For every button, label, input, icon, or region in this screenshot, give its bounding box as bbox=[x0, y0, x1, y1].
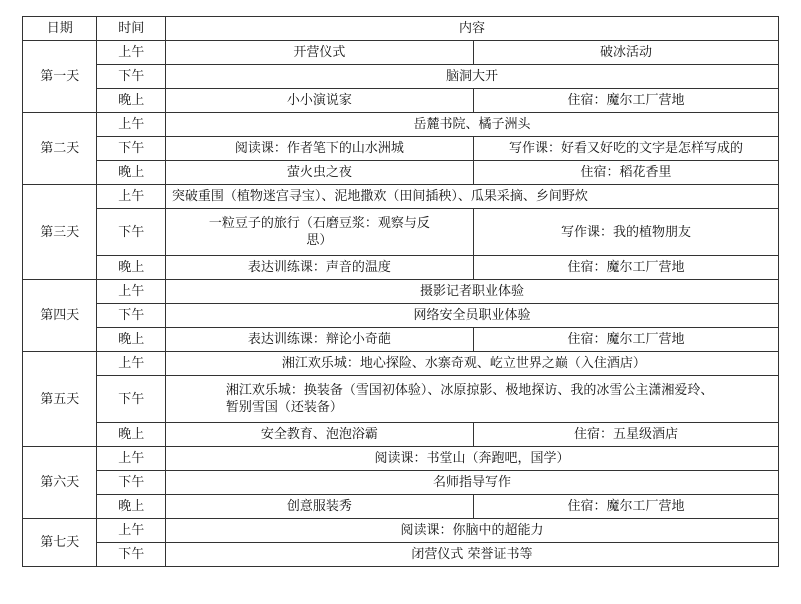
lodging-cell: 住宿：五星级酒店 bbox=[473, 423, 778, 447]
time-label: 上午 bbox=[97, 280, 165, 304]
table-row bbox=[23, 471, 779, 495]
table-row bbox=[23, 328, 779, 352]
activity-cell: 突破重围（植物迷宫寻宝）、泥地撒欢（田间插秧）、瓜果采摘、乡间野炊 bbox=[165, 185, 778, 209]
lodging-cell: 住宿：魔尔工厂营地 bbox=[473, 495, 778, 519]
activity-cell: 萤火虫之夜 bbox=[165, 161, 473, 185]
time-label: 下午 bbox=[97, 209, 165, 256]
time-label: 上午 bbox=[97, 447, 165, 471]
activity-cell: 摄影记者职业体验 bbox=[165, 280, 778, 304]
table-row bbox=[23, 113, 779, 137]
time-label: 下午 bbox=[97, 137, 165, 161]
activity-cell: 创意服装秀 bbox=[165, 495, 473, 519]
day-label: 第七天 bbox=[23, 519, 97, 567]
table-row bbox=[23, 161, 779, 185]
time-label: 上午 bbox=[97, 185, 165, 209]
time-label: 上午 bbox=[97, 519, 165, 543]
time-label: 下午 bbox=[97, 543, 165, 567]
table-row bbox=[23, 423, 779, 447]
time-label: 晚上 bbox=[97, 161, 165, 185]
activity-cell: 闭营仪式 荣誉证书等 bbox=[165, 543, 778, 567]
time-label: 上午 bbox=[97, 113, 165, 137]
activity-cell: 阅读课：作者笔下的山水洲城 bbox=[165, 137, 473, 161]
table-row bbox=[23, 519, 779, 543]
table-row bbox=[23, 495, 779, 519]
table-row bbox=[23, 543, 779, 567]
table-row bbox=[23, 447, 779, 471]
day-label: 第四天 bbox=[23, 280, 97, 352]
time-label: 下午 bbox=[97, 65, 165, 89]
activity-cell: 小小演说家 bbox=[165, 89, 473, 113]
activity-cell: 湘江欢乐城：换装备（雪国初体验）、冰原掠影、极地探访、我的冰雪公主潇湘爱玲、暂别雪国（还装备） bbox=[165, 376, 778, 423]
table-row bbox=[23, 352, 779, 376]
time-label: 下午 bbox=[97, 376, 165, 423]
activity-cell: 阅读课：你脑中的超能力 bbox=[165, 519, 778, 543]
time-label: 晚上 bbox=[97, 89, 165, 113]
day-label: 第三天 bbox=[23, 185, 97, 280]
time-label: 上午 bbox=[97, 41, 165, 65]
activity-cell: 名师指导写作 bbox=[165, 471, 778, 495]
activity-cell: 开营仪式 bbox=[165, 41, 473, 65]
header-content: 内容 bbox=[165, 17, 778, 41]
activity-cell: 一粒豆子的旅行（石磨豆浆：观察与反思） bbox=[165, 209, 473, 256]
table-row bbox=[23, 256, 779, 280]
day-label: 第一天 bbox=[23, 41, 97, 113]
lodging-cell: 住宿：魔尔工厂营地 bbox=[473, 328, 778, 352]
activity-cell: 破冰活动 bbox=[473, 41, 778, 65]
table-row bbox=[23, 304, 779, 328]
table-row bbox=[23, 209, 779, 256]
time-label: 下午 bbox=[97, 471, 165, 495]
table-row bbox=[23, 137, 779, 161]
activity-cell: 阅读课：书堂山（奔跑吧，国学） bbox=[165, 447, 778, 471]
table-row bbox=[23, 41, 779, 65]
lodging-cell: 住宿：稻花香里 bbox=[473, 161, 778, 185]
activity-cell: 湘江欢乐城：地心探险、水寨奇观、屹立世界之巅（入住酒店） bbox=[165, 352, 778, 376]
table-row bbox=[23, 185, 779, 209]
day-label: 第二天 bbox=[23, 113, 97, 185]
time-label: 上午 bbox=[97, 352, 165, 376]
activity-cell: 表达训练课：声音的温度 bbox=[165, 256, 473, 280]
activity-cell: 安全教育、泡泡浴霸 bbox=[165, 423, 473, 447]
activity-cell: 写作课：我的植物朋友 bbox=[473, 209, 778, 256]
day-label: 第五天 bbox=[23, 352, 97, 447]
activity-cell: 表达训练课：辩论小奇葩 bbox=[165, 328, 473, 352]
activity-cell: 网络安全员职业体验 bbox=[165, 304, 778, 328]
time-label: 晚上 bbox=[97, 256, 165, 280]
header-date: 日期 bbox=[23, 17, 97, 41]
schedule-table bbox=[22, 16, 779, 567]
header-row bbox=[23, 17, 779, 41]
activity-cell: 写作课：好看又好吃的文字是怎样写成的 bbox=[473, 137, 778, 161]
time-label: 下午 bbox=[97, 304, 165, 328]
table-row bbox=[23, 376, 779, 423]
lodging-cell: 住宿：魔尔工厂营地 bbox=[473, 89, 778, 113]
table-row bbox=[23, 89, 779, 113]
lodging-cell: 住宿：魔尔工厂营地 bbox=[473, 256, 778, 280]
table-row bbox=[23, 280, 779, 304]
activity-cell: 脑洞大开 bbox=[165, 65, 778, 89]
header-time: 时间 bbox=[97, 17, 165, 41]
activity-cell: 岳麓书院、橘子洲头 bbox=[165, 113, 778, 137]
table-row bbox=[23, 65, 779, 89]
time-label: 晚上 bbox=[97, 423, 165, 447]
time-label: 晚上 bbox=[97, 328, 165, 352]
time-label: 晚上 bbox=[97, 495, 165, 519]
day-label: 第六天 bbox=[23, 447, 97, 519]
